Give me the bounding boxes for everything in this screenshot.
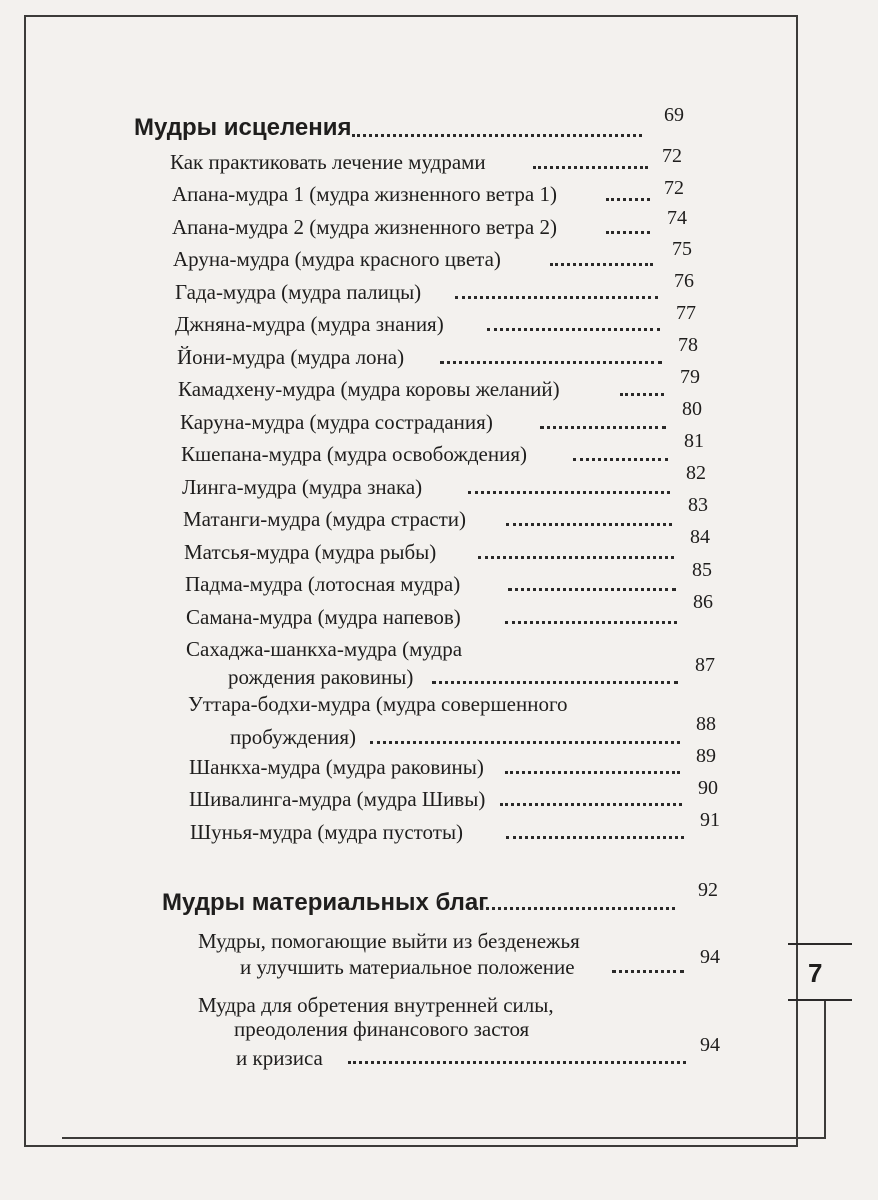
dot-leader	[455, 296, 658, 299]
dot-leader	[508, 588, 676, 591]
toc-entry: Джняна-мудра (мудра знания)	[175, 312, 444, 336]
page-number: 83	[688, 494, 708, 516]
page-number: 86	[693, 591, 713, 613]
page-number: 69	[664, 104, 684, 126]
dot-leader	[505, 621, 677, 624]
page-number: 74	[667, 207, 687, 229]
toc-entry: Сахаджа-шанкха-мудра (мудра	[186, 637, 463, 661]
page-number: 88	[696, 713, 716, 735]
dot-leader	[606, 198, 650, 201]
dot-leader	[540, 426, 666, 429]
frame-bottom-rule	[62, 1137, 826, 1139]
toc-entry: Матсья-мудра (мудра рыбы)	[184, 540, 437, 564]
toc-entry-continuation: пробуждения)	[230, 725, 356, 749]
dot-leader	[500, 803, 682, 806]
dot-leader	[533, 166, 648, 169]
dot-leader	[478, 556, 674, 559]
toc-entry: Кшепана-мудра (мудра освобождения)	[181, 442, 527, 466]
page-number: 80	[682, 398, 702, 420]
page-number: 91	[700, 809, 720, 831]
page-number: 81	[684, 430, 704, 452]
page-number: 92	[698, 879, 718, 901]
toc-entry: Гада-мудра (мудра палицы)	[175, 280, 422, 304]
section-title: Мудры исцеления	[134, 114, 352, 141]
toc-entry: Йони-мудра (мудра лона)	[177, 345, 405, 369]
toc-entry: Шунья-мудра (мудра пустоты)	[190, 820, 464, 844]
page-number: 94	[700, 1034, 720, 1056]
toc-entry-continuation: и улучшить материальное положение	[240, 955, 575, 979]
toc-entry-continuation: и кризиса	[236, 1046, 323, 1070]
toc-entry: Как практиковать лечение мудрами	[170, 150, 486, 174]
toc-entry: Шивалинга-мудра (мудра Шивы)	[189, 787, 486, 811]
dot-leader	[506, 523, 672, 526]
toc-entry-continuation: преодоления финансового застоя	[234, 1017, 530, 1041]
dot-leader	[432, 681, 678, 684]
toc-entry: Матанги-мудра (мудра страсти)	[183, 507, 467, 531]
page-number: 85	[692, 559, 712, 581]
page-number: 89	[696, 745, 716, 767]
dot-leader	[620, 393, 664, 396]
toc-entry: Апана-мудра 1 (мудра жизненного ветра 1)	[172, 182, 557, 206]
page-number-marker: 7	[808, 958, 823, 988]
page-number: 77	[676, 302, 696, 324]
page-number: 75	[672, 238, 692, 260]
toc-entry: Самана-мудра (мудра напевов)	[186, 605, 461, 629]
section-title: Мудры материальных благ	[162, 889, 489, 916]
dot-leader	[505, 771, 680, 774]
page-number: 72	[662, 145, 682, 167]
page-number: 84	[690, 526, 710, 548]
page-number: 72	[664, 177, 684, 199]
page-tab-bottom-rule	[788, 999, 852, 1001]
page-number: 94	[700, 946, 720, 968]
page-number: 79	[680, 366, 700, 388]
dot-leader	[348, 1061, 686, 1064]
toc-entry: Мудра для обретения внутренней силы,	[198, 993, 554, 1017]
toc-entry: Шанкха-мудра (мудра раковины)	[189, 755, 484, 779]
dot-leader	[352, 134, 642, 137]
toc-entry: Аруна-мудра (мудра красного цвета)	[173, 247, 501, 271]
toc-entry-continuation: рождения раковины)	[228, 665, 414, 689]
dot-leader	[475, 907, 675, 910]
dot-leader	[370, 741, 680, 744]
dot-leader	[506, 836, 684, 839]
page-tab-top-rule	[788, 943, 852, 945]
dot-leader	[440, 361, 662, 364]
toc-entry: Каруна-мудра (мудра сострадания)	[180, 410, 493, 434]
dot-leader	[487, 328, 660, 331]
page-number: 90	[698, 777, 718, 799]
dot-leader	[606, 231, 650, 234]
dot-leader	[468, 491, 670, 494]
toc-entry: Мудры, помогающие выйти из безденежья	[198, 929, 580, 953]
dot-leader	[612, 970, 684, 973]
page-number: 78	[678, 334, 698, 356]
page-number: 76	[674, 270, 694, 292]
dot-leader	[573, 458, 668, 461]
toc-entry: Камадхену-мудра (мудра коровы желаний)	[178, 377, 560, 401]
dot-leader	[550, 263, 653, 266]
toc-entry: Падма-мудра (лотосная мудра)	[185, 572, 461, 596]
frame-right-rule	[824, 1000, 826, 1139]
page-number: 87	[695, 654, 715, 676]
toc-entry: Апана-мудра 2 (мудра жизненного ветра 2)	[172, 215, 557, 239]
page-number: 82	[686, 462, 706, 484]
toc-entry: Линга-мудра (мудра знака)	[182, 475, 423, 499]
toc-entry: Уттара-бодхи-мудра (мудра совершенного	[188, 692, 568, 716]
